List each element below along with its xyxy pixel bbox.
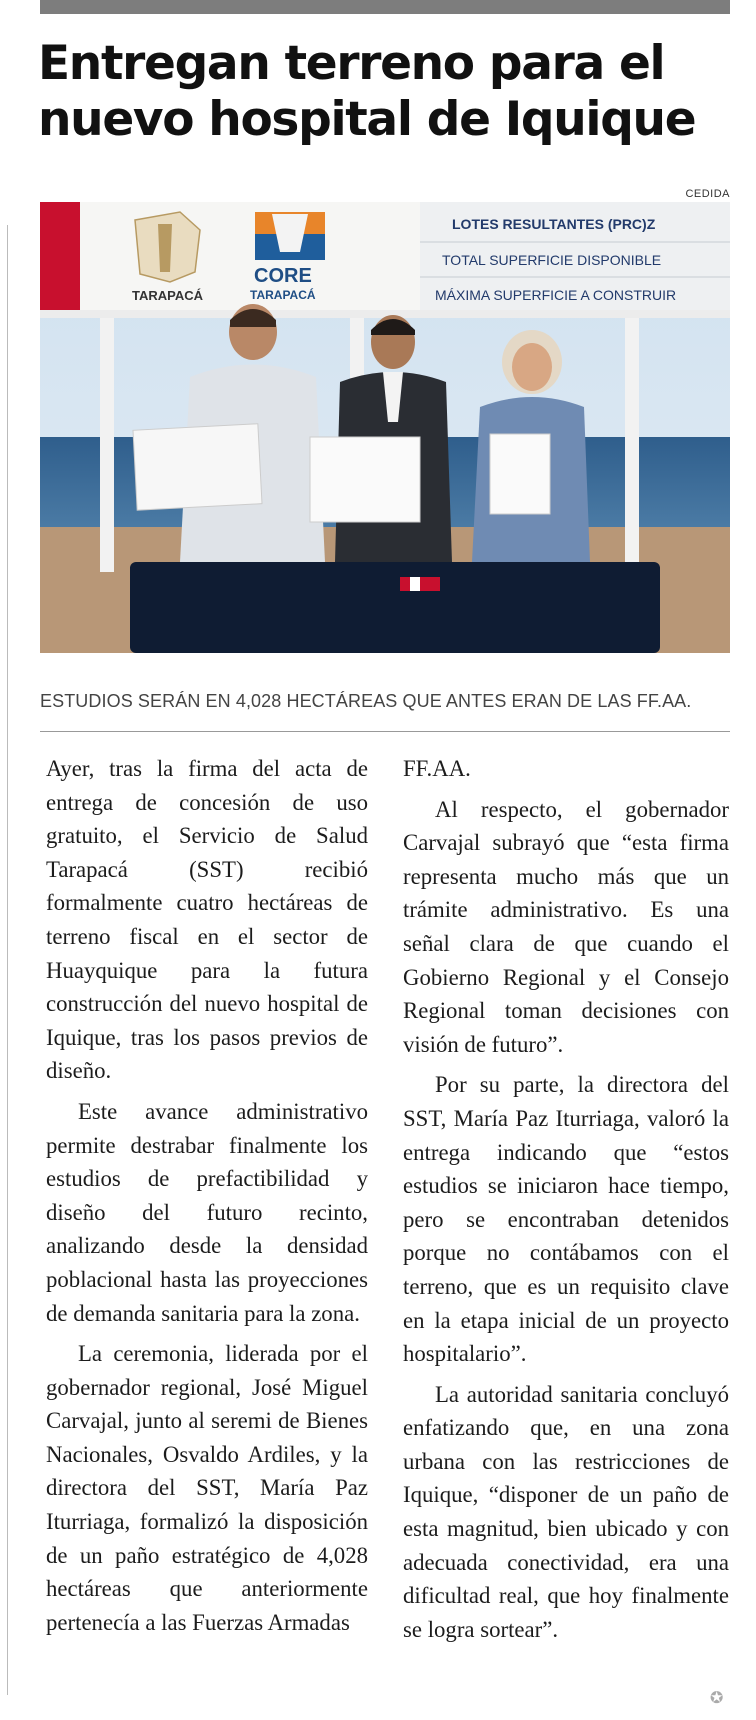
core-logo-icon — [255, 212, 325, 260]
tarapaca-logo-icon — [135, 212, 200, 282]
document-right — [490, 434, 550, 514]
sign-row-3: MÁXIMA SUPERFICIE A CONSTRUIR — [435, 287, 677, 303]
sign-row-2: TOTAL SUPERFICIE DISPONIBLE — [442, 252, 662, 268]
signing-table — [130, 562, 660, 653]
article-photo — [40, 202, 730, 653]
paragraph: La ceremonia, liderada por el gobernador regional, José Miguel Carvajal, junto al seremi de Bienes Nacionales, Osvaldo Ardiles, y la directora del SST, María Paz Iturriaga, formalizó la disposición de un paño estratégico de 4,028 hectáreas que anteriormente pertenecía a las Fuerzas Armadas — [46, 1341, 368, 1635]
article-column-right — [403, 752, 729, 1646]
column-rule — [7, 225, 8, 1695]
article-column-left — [46, 752, 368, 1639]
paragraph: Al respecto, el gobernador Carvajal subrayó que “esta firma representa mucho más que un trámite administrativo. Es una señal clara de que cuando el Gobierno Regional y el Consejo Regional toman decisiones con visión de futuro”. — [403, 796, 729, 1057]
photo-caption: ESTUDIOS SERÁN EN 4,028 HECTÁREAS QUE ANTES ERAN DE LAS FF.AA. — [40, 691, 692, 711]
document-center — [310, 437, 420, 522]
document-left — [133, 424, 262, 510]
logo-region-text: TARAPACÁ — [132, 288, 204, 303]
paragraph: Por su parte, la directora del SST, María Paz Iturriaga, valoró la entrega indicando que “estos estudios se iniciaron hace tiempo, pero se encontraban detenidos porque no contábamos con el terreno, que es un requisito clave en la etapa inicial de un proyecto hospitalario”. — [403, 1072, 729, 1367]
paragraph: Este avance administrativo permite destrabar finalmente los estudios de prefactibilidad y diseño del futuro recinto, analizando desde la densidad poblacional hasta las proyecciones de demanda sanitaria para la zona. — [46, 1098, 368, 1326]
logo-core-text: CORE — [254, 265, 312, 287]
paragraph: FF.AA. — [403, 756, 471, 781]
logo-core-subtext: TARAPACÁ — [250, 288, 316, 302]
section-header-bar — [40, 0, 730, 14]
end-of-article-icon: ✪ — [710, 1688, 724, 1707]
caption-divider — [40, 731, 730, 732]
photo-credit: CEDIDA — [685, 188, 730, 200]
paragraph: La autoridad sanitaria concluyó enfatizando que, en una zona urbana con las restricciones de Iquique, “disponer de un paño de esta magnitud, bien ubicado y con adecuada conectividad, era una dificultad real, que hoy finalmente se logra sortear”. — [403, 1381, 729, 1642]
paragraph: Ayer, tras la firma del acta de entrega de concesión de uso gratuito, el Servicio de Salud Tarapacá (SST) recibió formalmente cuatro hectáreas de terreno fiscal en el sector de Huayquique para la futura construcción del nuevo hospital de Iquique, tras los pasos previos de diseño. — [46, 756, 368, 1084]
sign-row-1: LOTES RESULTANTES (PRC)Z — [452, 216, 656, 232]
headline: Entregan terreno para el nuevo hospital de Iquique — [38, 36, 696, 147]
